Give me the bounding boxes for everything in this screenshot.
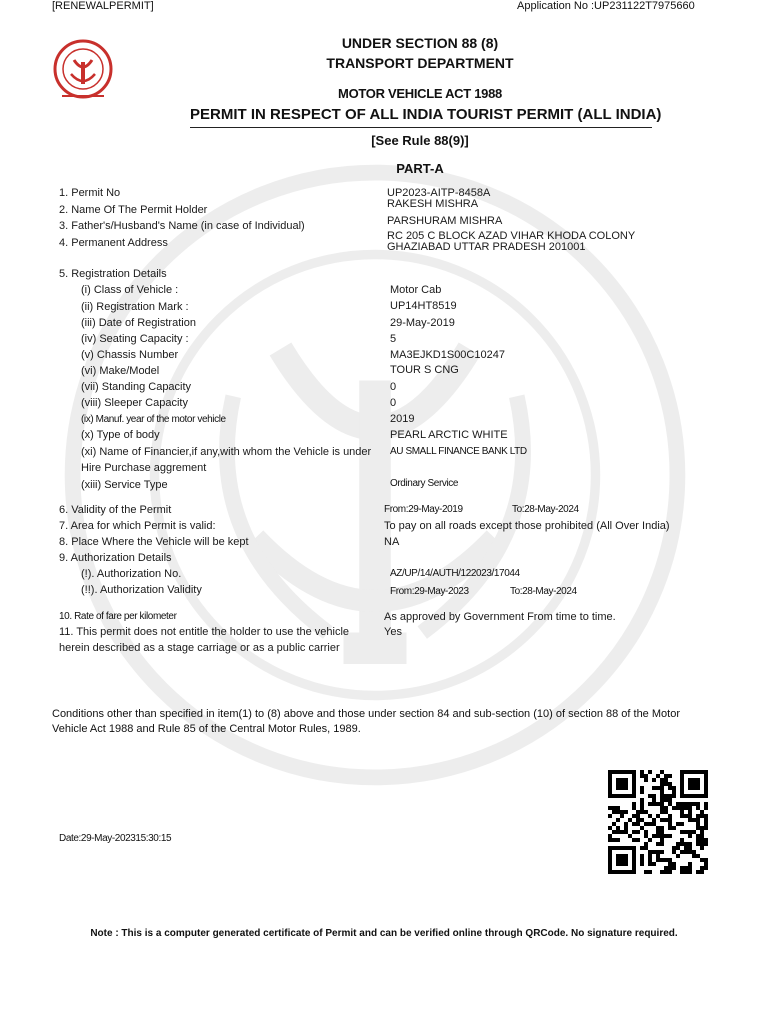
body-type-label: (x) Type of body — [81, 429, 160, 441]
department-title: TRANSPORT DEPARTMENT — [326, 55, 514, 71]
seating-capacity-value: 5 — [390, 333, 397, 345]
class-of-vehicle-label: (i) Class of Vehicle : — [81, 284, 179, 296]
financier-value: AU SMALL FINANCE BANK LTD — [390, 446, 527, 457]
title-underline — [190, 127, 652, 128]
permit-no-value: UP2023-AITP-8458A — [387, 187, 491, 199]
authorization-validity-label: (!!). Authorization Validity — [81, 584, 202, 596]
service-type-label: (xiii) Service Type — [81, 479, 168, 491]
financier-label-line-1: (xi) Name of Financier,if any,with whom the Vehicle is under — [81, 446, 372, 458]
registration-date-label: (iii) Date of Registration — [81, 317, 196, 329]
chassis-number-label: (v) Chassis Number — [81, 349, 179, 361]
application-number: Application No :UP231122T7975660 — [517, 0, 695, 12]
permit-type-tag: [RENEWALPERMIT] — [52, 0, 154, 12]
address-line-1: RC 205 C BLOCK AZAD VIHAR KHODA COLONY — [387, 230, 636, 242]
registration-mark-label: (ii) Registration Mark : — [81, 301, 189, 313]
standing-capacity-value: 0 — [390, 381, 397, 393]
verification-note: Note : This is a computer generated certificate of Permit and can be verified online through QRCode. No signature required. — [90, 928, 678, 939]
authorization-validity-to: To:28-May-2024 — [510, 586, 577, 597]
part-heading: PART-A — [396, 161, 444, 176]
holder-name-label: 2. Name Of The Permit Holder — [59, 204, 208, 216]
standing-capacity-label: (vii) Standing Capacity — [81, 381, 192, 393]
stage-carriage-label-line-2: herein described as a stage carriage or as a public carrier — [59, 642, 340, 654]
service-type-value: Ordinary Service — [390, 478, 459, 489]
registration-date-value: 29-May-2019 — [390, 317, 455, 329]
qr-code-icon[interactable] — [608, 770, 708, 874]
address-line-2: GHAZIABAD UTTAR PRADESH 201001 — [387, 241, 586, 253]
rule-reference: [See Rule 88(9)] — [371, 133, 469, 148]
chassis-number-value: MA3EJKD1S00C10247 — [390, 349, 505, 361]
make-model-label: (vi) Make/Model — [81, 365, 160, 377]
sleeper-capacity-value: 0 — [390, 397, 397, 409]
holder-name-value: RAKESH MISHRA — [387, 198, 479, 210]
area-value: To pay on all roads except those prohibited (All Over India) — [384, 520, 670, 532]
manufacture-year-value: 2019 — [390, 413, 415, 425]
sleeper-capacity-label: (viii) Sleeper Capacity — [81, 397, 188, 409]
place-value: NA — [384, 536, 400, 548]
registration-details-label: 5. Registration Details — [59, 268, 167, 280]
permit-title: PERMIT IN RESPECT OF ALL INDIA TOURIST PERMIT (ALL INDIA) — [190, 106, 662, 123]
authorization-no-label: (!). Authorization No. — [81, 568, 182, 580]
validity-label: 6. Validity of the Permit — [59, 504, 172, 516]
body-type-value: PEARL ARCTIC WHITE — [390, 429, 508, 441]
validity-to: To:28-May-2024 — [512, 504, 579, 515]
father-name-value: PARSHURAM MISHRA — [387, 215, 503, 227]
stage-carriage-value: Yes — [384, 626, 402, 638]
fare-rate-label: 10. Rate of fare per kilometer — [59, 611, 177, 622]
validity-from: From:29-May-2019 — [384, 504, 463, 515]
financier-label-line-2: Hire Purchase aggrement — [81, 462, 207, 474]
address-label: 4. Permanent Address — [59, 237, 168, 249]
issue-date: Date:29-May-202315:30:15 — [59, 833, 172, 844]
conditions-paragraph: Conditions other than specified in item(1) to (8) above and those under section 84 and sub-section (10) of section 88 of the Motor Vehicle Act 1988 and Rule 85 of the Central Motor Rules, 1989. — [52, 708, 680, 735]
make-model-value: TOUR S CNG — [390, 364, 459, 376]
permit-no-label: 1. Permit No — [59, 187, 121, 199]
authorization-no-value: AZ/UP/14/AUTH/122023/17044 — [390, 568, 520, 579]
fare-rate-value: As approved by Government From time to time. — [384, 611, 616, 623]
authorization-validity-from: From:29-May-2023 — [390, 586, 469, 597]
father-name-label: 3. Father's/Husband's Name (in case of Individual) — [59, 220, 305, 232]
area-label: 7. Area for which Permit is valid: — [59, 520, 216, 532]
seating-capacity-label: (iv) Seating Capacity : — [81, 333, 189, 345]
class-of-vehicle-value: Motor Cab — [390, 284, 442, 296]
section-title: UNDER SECTION 88 (8) — [341, 35, 499, 51]
registration-mark-value: UP14HT8519 — [390, 300, 457, 312]
authorization-details-label: 9. Authorization Details — [59, 552, 172, 564]
manufacture-year-label: (ix) Manuf. year of the motor vehicle — [81, 414, 226, 425]
act-title: MOTOR VEHICLE ACT 1988 — [338, 86, 502, 101]
place-label: 8. Place Where the Vehicle will be kept — [59, 536, 249, 548]
stage-carriage-label-line-1: 11. This permit does not entitle the holder to use the vehicle — [59, 626, 350, 638]
up-govt-emblem-watermark — [60, 160, 690, 790]
